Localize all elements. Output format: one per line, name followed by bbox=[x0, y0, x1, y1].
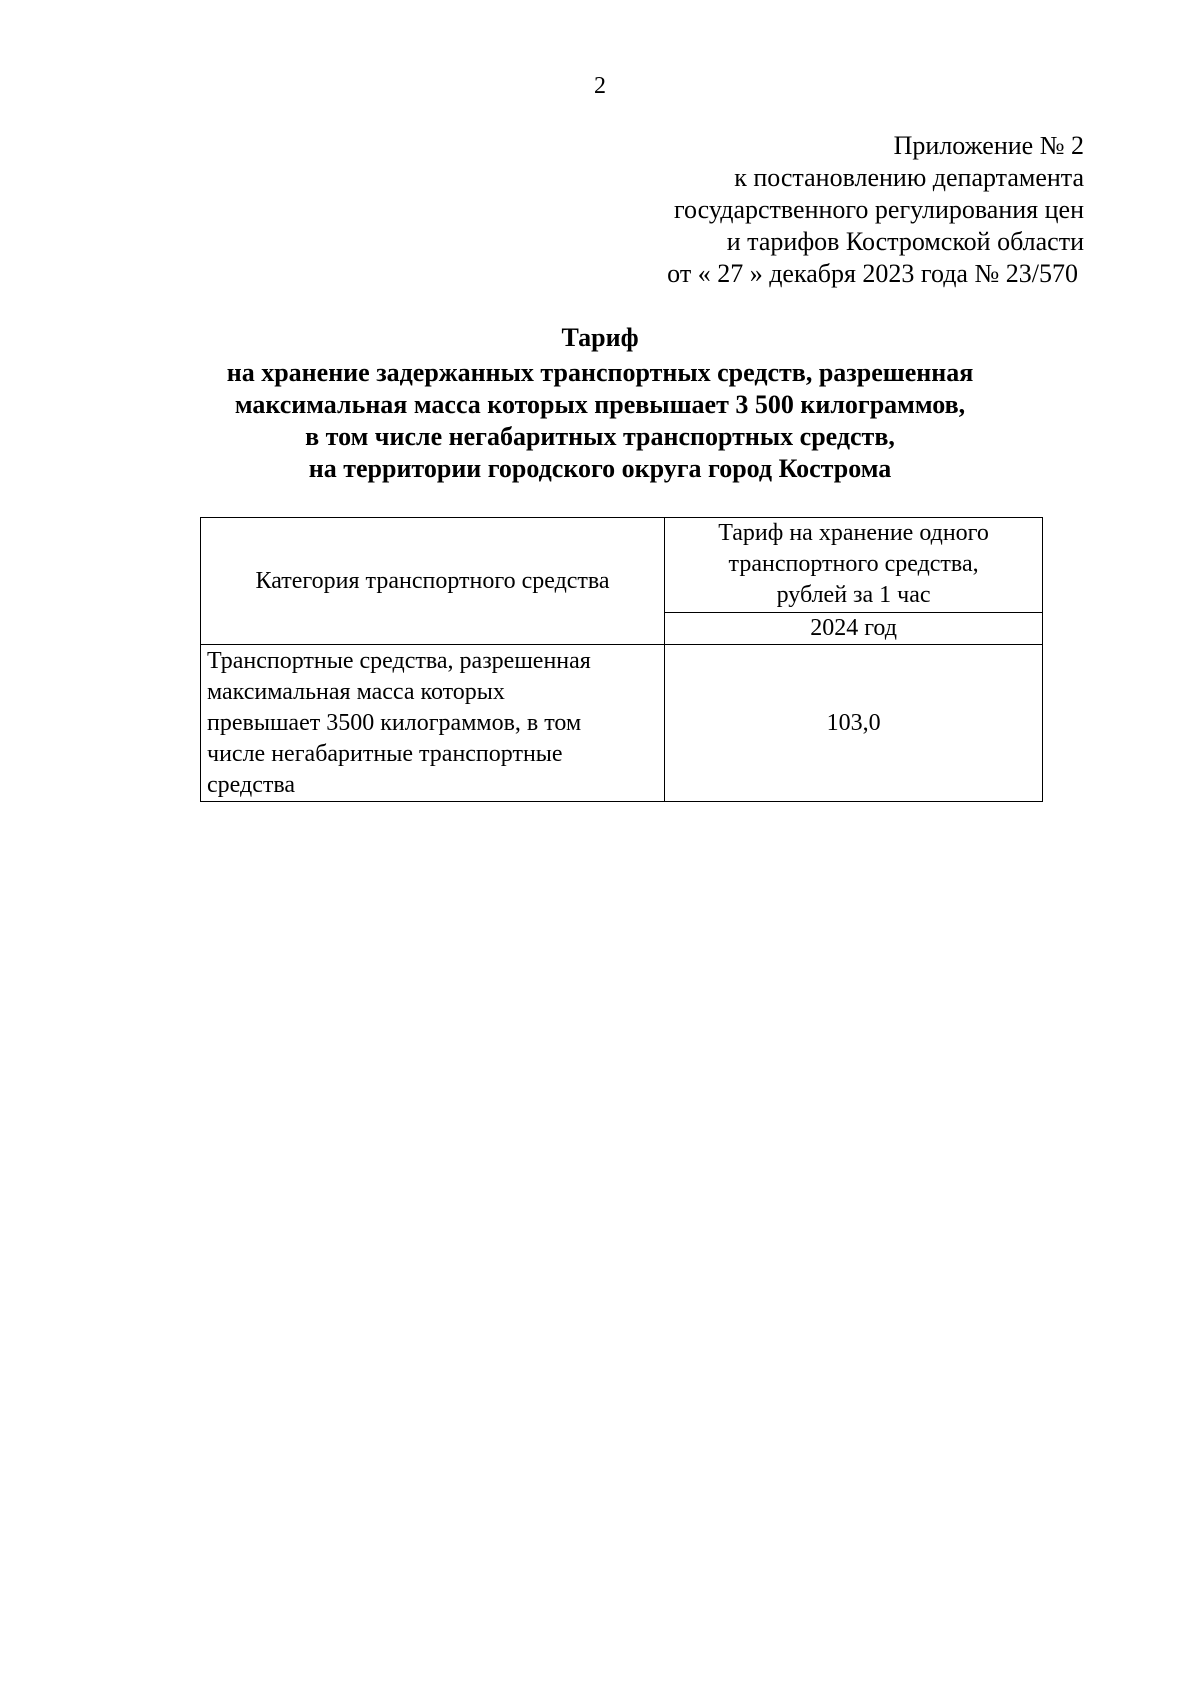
table-row bbox=[201, 645, 1043, 802]
tariff-table bbox=[200, 517, 1043, 802]
page-number: 2 bbox=[594, 73, 606, 99]
title-line: на хранение задержанных транспортных средств, разрешенная bbox=[226, 358, 974, 387]
appendix-line: Приложение № 2 bbox=[893, 131, 1084, 160]
table-header-row bbox=[201, 518, 1043, 613]
title-line: на территории городского округа город Кострома bbox=[308, 454, 892, 483]
title-main: Тариф bbox=[561, 323, 639, 352]
appendix-line: и тарифов Костромской области bbox=[726, 227, 1084, 256]
title-line: в том числе негабаритных транспортных средств, bbox=[305, 422, 895, 451]
header-category: Категория транспортного средства bbox=[201, 518, 665, 645]
title-line: максимальная масса которых превышает 3 500 килограммов, bbox=[234, 390, 966, 419]
appendix-line: государственного регулирования цен bbox=[674, 195, 1084, 224]
row-category: Транспортные средства, разрешенная максимальная масса которых превышает 3500 килограммов, в том числе негабаритные транспортные средства bbox=[201, 645, 665, 802]
header-year: 2024 год bbox=[665, 612, 1043, 644]
appendix-line: к постановлению департамента bbox=[734, 163, 1084, 192]
appendix-header bbox=[524, 130, 1084, 290]
appendix-date-line: от « 27 » декабря 2023 года № 23/570 bbox=[667, 259, 1078, 288]
header-tariff: Тариф на хранение одного транспортного средства, рублей за 1 час bbox=[665, 518, 1043, 613]
document-title bbox=[0, 322, 1200, 485]
row-value: 103,0 bbox=[665, 645, 1043, 802]
